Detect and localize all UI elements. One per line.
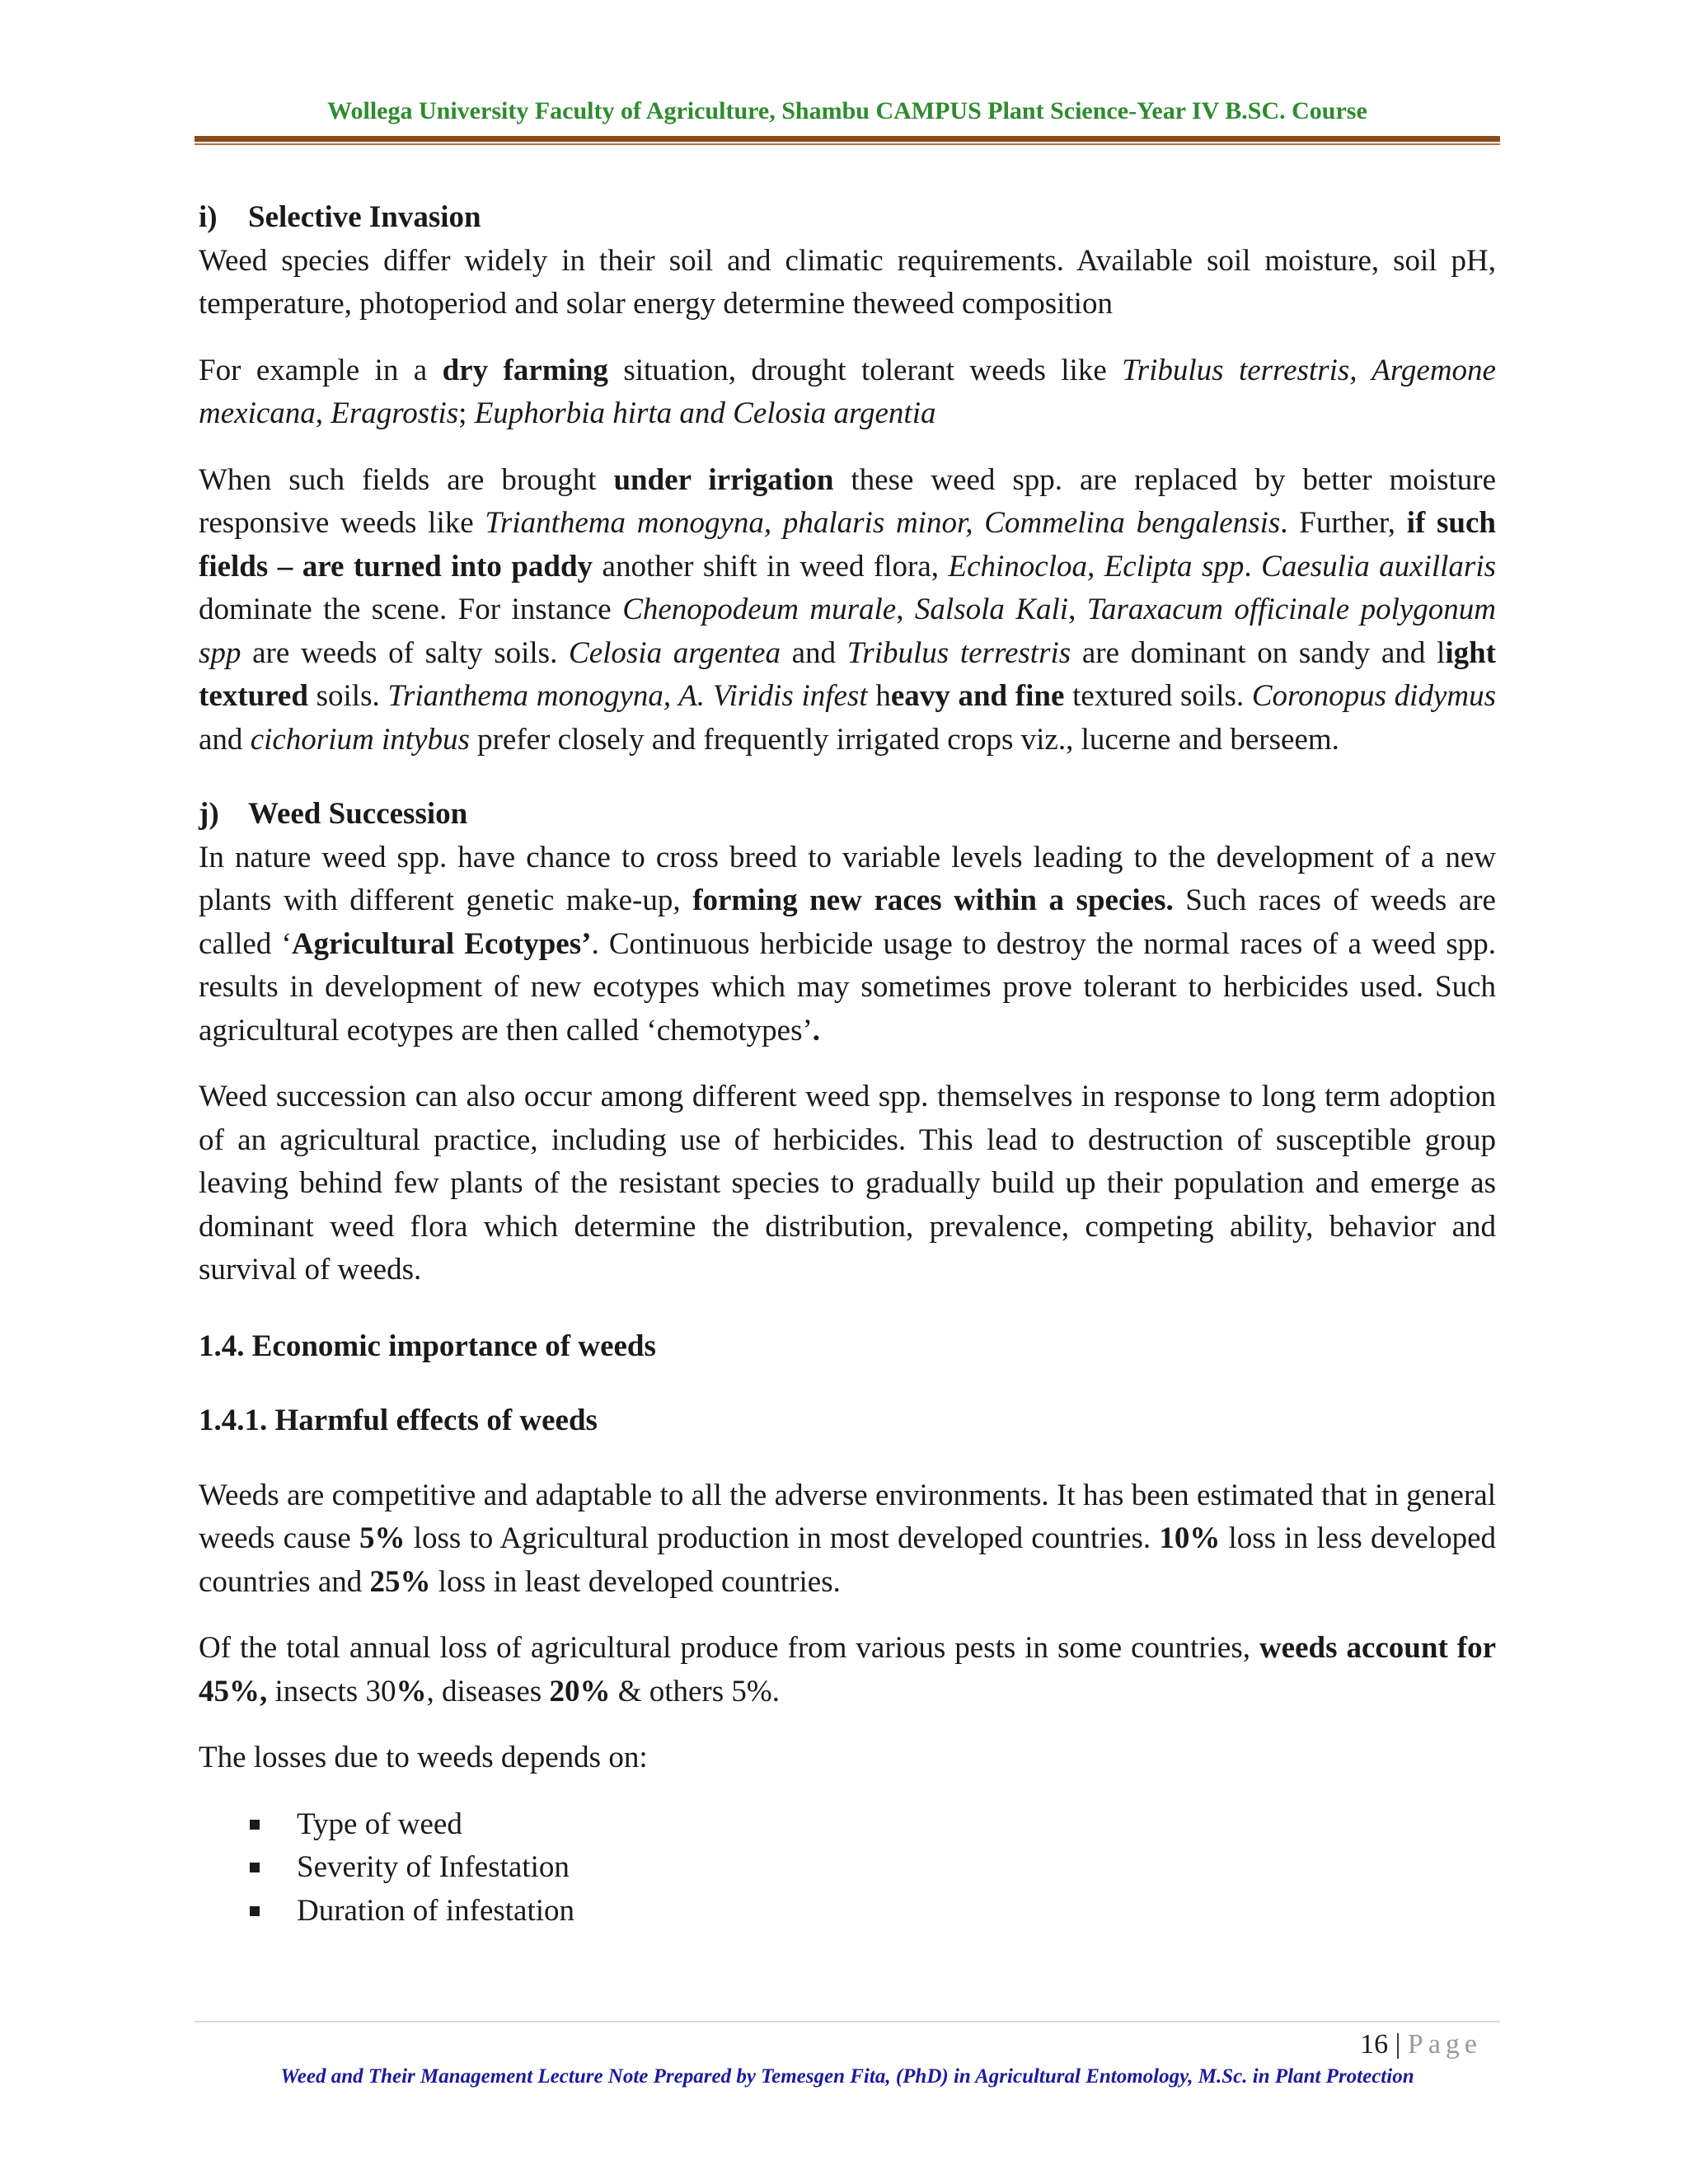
list-item: Type of weed <box>199 1803 1496 1847</box>
section-i-paragraph-2: For example in a dry farming situation, drought tolerant weeds like Tribulus terrestris, Argemone mexicana, Eragrostis; Euphorbia hirta and Celosia argentia <box>199 353 1496 430</box>
page-number: 16 | Page <box>1360 2029 1482 2060</box>
section-i-number: i) <box>199 200 218 234</box>
running-footer: Weed and Their Management Lecture Note Prepared by Temesgen Fita, (PhD) in Agricultural Entomology, M.Sc. in Plant Protection <box>280 2065 1414 2088</box>
bullet-square-icon <box>250 1863 260 1872</box>
list-item: Severity of Infestation <box>199 1846 1496 1890</box>
header-rule-thin <box>195 143 1500 145</box>
section-i-paragraph-1: Weed species differ widely in their soil and climatic requirements. Available soil moisture, soil pH, temperature, photoperiod and solar energy determine theweed composition <box>199 243 1496 321</box>
section-j-heading <box>199 793 1496 837</box>
section-1-4-1-paragraph-1: Weeds are competitive and adaptable to all the adverse environments. It has been estimated that in general weeds cause 5% loss to Agricultural production in most developed countries. 10% loss in less developed countries and 25% loss in least developed countries. <box>199 1478 1496 1599</box>
page-content <box>199 196 1496 1933</box>
footer-rule <box>195 2021 1500 2022</box>
section-1-4-heading: 1.4. Economic importance of weeds <box>199 1329 656 1363</box>
bullet-square-icon <box>250 1820 260 1830</box>
header-rule <box>195 136 1500 142</box>
section-j-paragraph-2: Weed succession can also occur among different weed spp. themselves in response to long term adoption of an agricultural practice, including use of herbicides. This lead to destruction of susceptible group leaving behind few plants of the resistant species to gradually build up their population and emerge as dominant weed flora which determine the distribution, prevalence, competing ability, behavior and survival of weeds. <box>199 1080 1496 1286</box>
section-1-4-1-paragraph-3: The losses due to weeds depends on: <box>199 1741 648 1774</box>
loss-factors-list <box>199 1803 1496 1933</box>
section-i-title: Selective Invasion <box>248 200 481 234</box>
section-i-heading <box>199 196 1496 240</box>
section-1-4-1-heading: 1.4.1. Harmful effects of weeds <box>199 1404 598 1437</box>
bullet-square-icon <box>250 1906 260 1916</box>
section-i-paragraph-3: When such fields are brought under irrigation these weed spp. are replaced by better moisture responsive weeds like Trianthema monogyna, phalaris minor, Commelina bengalensis. Further, if such fields – are turned into paddy another shift in weed flora, Echinocloa, Eclipta spp. Caesulia auxillaris dominate the scene. For instance Chenopodeum murale, Salsola Kali, Taraxacum officinale polygonum spp are weeds of salty soils. Celosia argentea and Tribulus terrestris are dominant on sandy and light textured soils. Trianthema monogyna, A. Viridis infest heavy and fine textured soils. Coronopus didymus and cichorium intybus prefer closely and frequently irrigated crops viz., lucerne and berseem. <box>199 462 1496 757</box>
section-j-title: Weed Succession <box>248 797 468 831</box>
section-j-paragraph-1: In nature weed spp. have chance to cross breed to variable levels leading to the development of a new plants with different genetic make-up, forming new races within a species. Such races of weeds are called ‘Agricultural Ecotypes’. Continuous herbicide usage to destroy the normal races of a weed spp. results in development of new ecotypes which may sometimes prove tolerant to herbicides used. Such agricultural ecotypes are then called ‘chemotypes’. <box>199 840 1496 1047</box>
list-item: Duration of infestation <box>199 1890 1496 1933</box>
running-header: Wollega University Faculty of Agriculture, Shambu CAMPUS Plant Science-Year IV B.SC. Course <box>327 97 1367 124</box>
section-j-number: j) <box>199 797 219 831</box>
section-1-4-1-paragraph-2: Of the total annual loss of agricultural produce from various pests in some countries, weeds account for 45%, insects 30%, diseases 20% & others 5%. <box>199 1631 1497 1708</box>
